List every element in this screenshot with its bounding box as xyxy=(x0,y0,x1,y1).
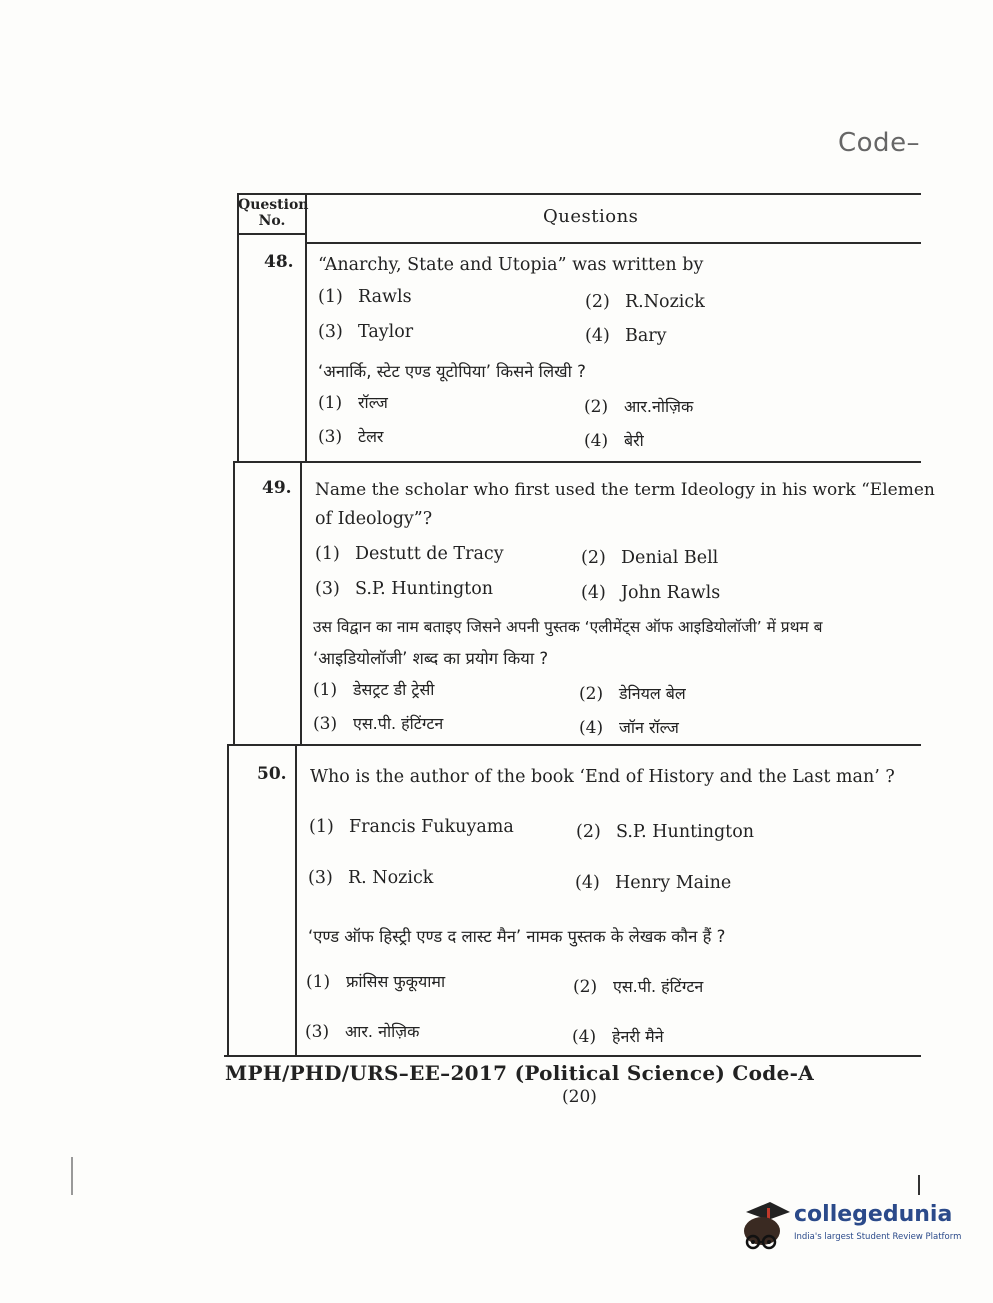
q49-option-3: (3) S.P. Huntington xyxy=(315,579,494,599)
question-50-hindi-text: ‘एण्ड ऑफ हिस्ट्री एण्ड द लास्ट मैन’ नामक पुस्तक के लेखक कौन हैं ? xyxy=(308,927,726,946)
question-49-hindi-text-line2: ‘आइडियोलॉजी’ शब्द का प्रयोग किया ? xyxy=(313,649,549,668)
q50-hindi-option-3: (3) आर. नोज़िक xyxy=(305,1022,420,1042)
q50-hindi-option-1: (1) फ्रांसिस फुकूयामा xyxy=(306,972,446,992)
q49-hindi-option-2: (2) डेनियल बेल xyxy=(579,684,686,704)
scan-artifact-right xyxy=(918,1175,920,1195)
column-header-questions: Questions xyxy=(543,206,639,227)
q48-hindi-option-2: (2) आर.नोज़िक xyxy=(584,397,694,417)
question-49-text-line2: of Ideology”? xyxy=(315,509,433,529)
mascot-icon xyxy=(738,1198,792,1256)
table-left-border-3 xyxy=(227,744,229,1056)
q50-option-2: (2) S.P. Huntington xyxy=(576,822,755,842)
q48-hindi-option-4: (4) बेरी xyxy=(584,431,644,451)
table-bottom-rule xyxy=(224,1055,921,1057)
column-divider-2 xyxy=(300,461,302,746)
collegedunia-watermark xyxy=(738,1198,968,1258)
question-49-text-line1: Name the scholar who first used the term Ideology in his work “Elemen xyxy=(315,480,935,500)
column-header-question-no: Question No. xyxy=(238,197,309,229)
q49-hindi-option-3: (3) एस.पी. हंटिंग्टन xyxy=(313,714,444,734)
page-number: (20) xyxy=(562,1087,597,1107)
question-50-number: 50. xyxy=(257,764,287,784)
q50-hindi-option-4: (4) हेनरी मैने xyxy=(572,1027,664,1047)
table-left-border-2 xyxy=(233,461,235,746)
question-48-text: “Anarchy, State and Utopia” was written by xyxy=(318,255,704,275)
q48-option-3: (3) Taylor xyxy=(318,322,414,342)
row-divider-49-50 xyxy=(229,744,921,746)
q50-option-4: (4) Henry Maine xyxy=(575,873,732,893)
q48-hindi-option-1: (1) रॉल्ज xyxy=(318,393,388,413)
q49-option-1: (1) Destutt de Tracy xyxy=(315,544,504,564)
code-label: Code– xyxy=(838,128,921,158)
question-48-hindi-text: ‘अनार्कि, स्टेट एण्ड यूटोपिया’ किसने लिखी ? xyxy=(318,362,586,381)
q50-hindi-option-2: (2) एस.पी. हंटिंग्टन xyxy=(573,977,704,997)
question-50-text: Who is the author of the book ‘End of History and the Last man’ ? xyxy=(310,767,895,787)
q48-hindi-option-3: (3) टेलर xyxy=(318,427,384,447)
q49-option-4: (4) John Rawls xyxy=(581,583,721,603)
table-left-border-1 xyxy=(237,193,239,463)
header-bottom-rule xyxy=(306,242,921,244)
question-48-number: 48. xyxy=(264,252,294,272)
question-49-number: 49. xyxy=(262,478,292,498)
row-divider-48-49 xyxy=(234,461,921,463)
q49-hindi-option-4: (4) जॉन रॉल्ज xyxy=(579,718,679,738)
q48-option-4: (4) Bary xyxy=(585,326,667,346)
column-divider-3 xyxy=(295,744,297,1056)
scan-artifact-left xyxy=(71,1157,73,1195)
q49-option-2: (2) Denial Bell xyxy=(581,548,719,568)
brand-tagline: India's largest Student Review Platform xyxy=(794,1232,962,1242)
paper-code-footer: MPH/PHD/URS–EE–2017 (Political Science) Code-A xyxy=(225,1061,815,1085)
column-divider-1 xyxy=(305,193,307,463)
header-bottom-rule-left xyxy=(237,233,307,235)
q48-option-2: (2) R.Nozick xyxy=(585,292,705,312)
q50-option-1: (1) Francis Fukuyama xyxy=(309,817,514,837)
q49-hindi-option-1: (1) डेसट्रट डी ट्रेसी xyxy=(313,680,435,700)
brand-name: collegedunia xyxy=(794,1202,953,1227)
question-49-hindi-text-line1: उस विद्वान का नाम बताइए जिसने अपनी पुस्तक ‘एलीमेंट्स ऑफ आइडियोलॉजी’ में प्रथम ब xyxy=(313,618,823,636)
table-top-rule xyxy=(237,193,921,195)
q48-option-1: (1) Rawls xyxy=(318,287,412,307)
q50-option-3: (3) R. Nozick xyxy=(308,868,434,888)
